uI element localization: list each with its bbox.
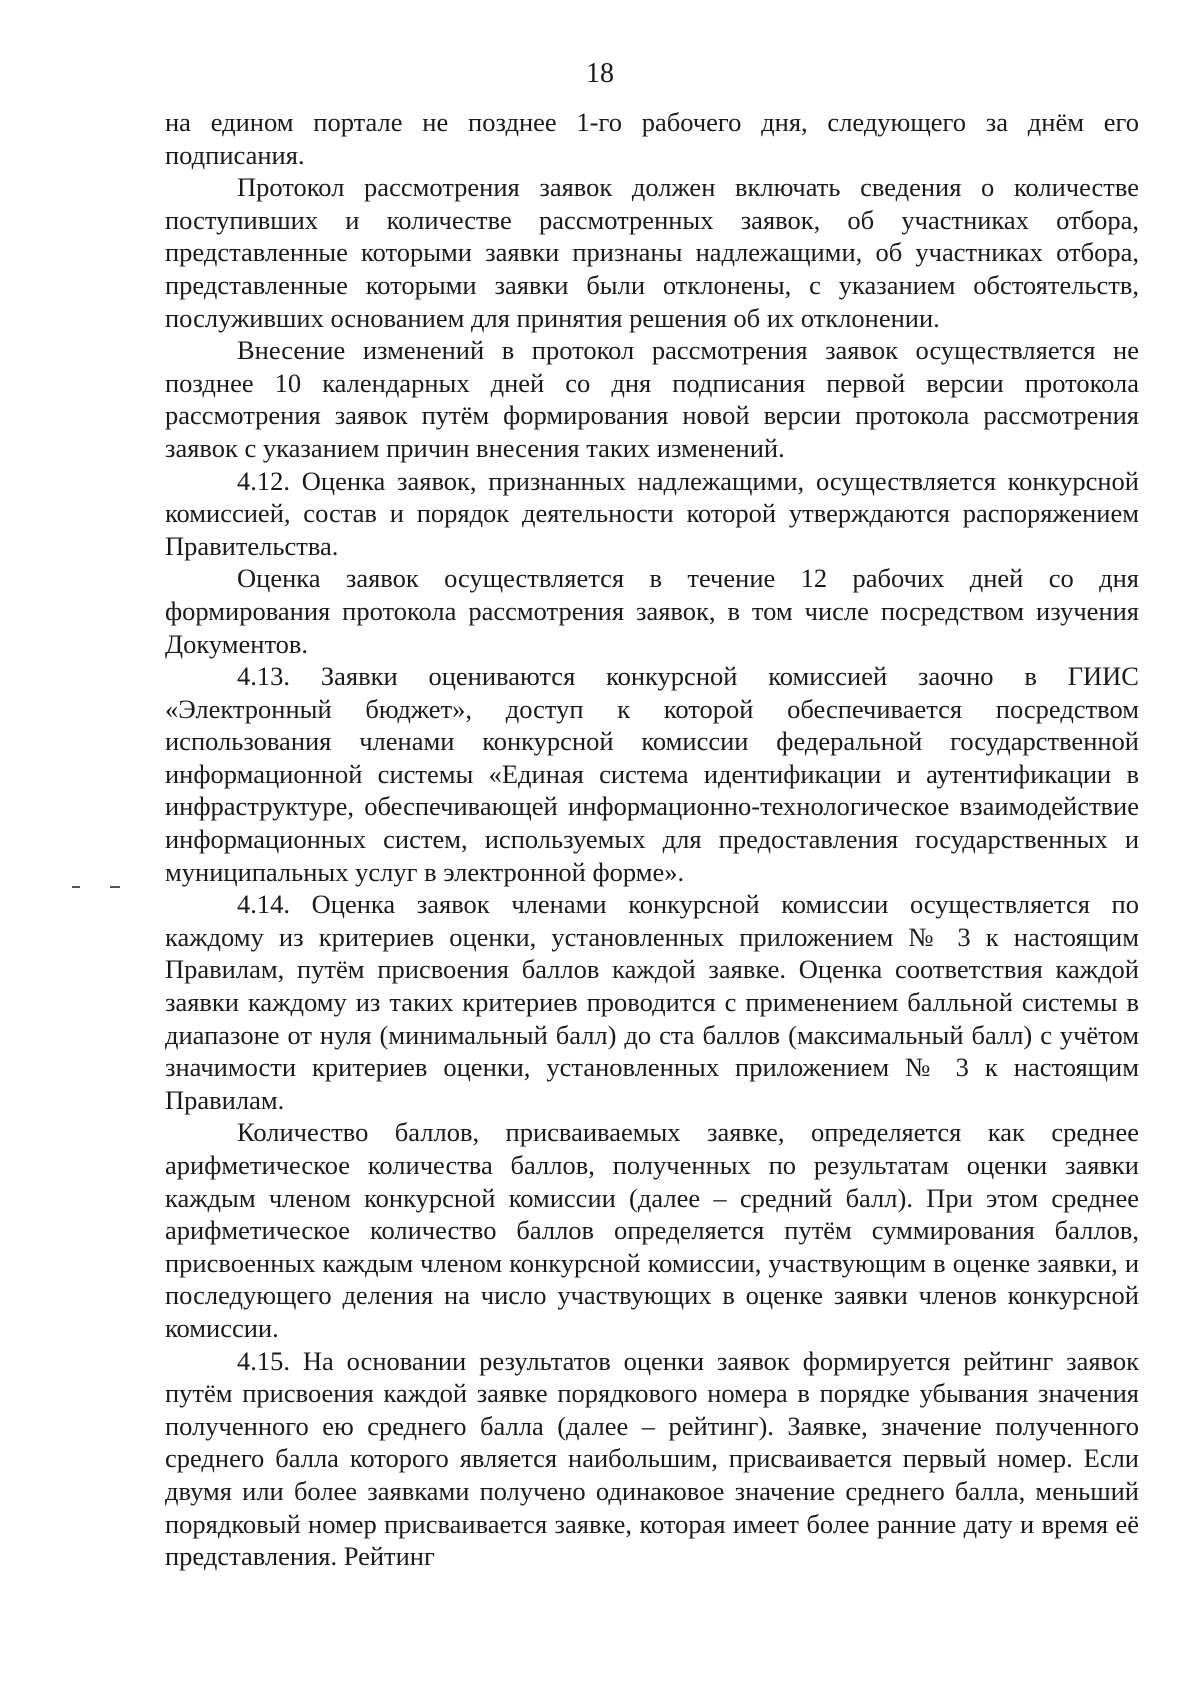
paragraph-average-score: Количество баллов, присваиваемых заявке, определяется как среднее арифметическое количества баллов, полученных по результатам оценки заявки каждым членом конкурсной комиссии (далее – средний балл). При этом среднее арифметическое количество баллов определяется путём суммирования баллов, присвоенных каждым членом конкурсной комиссии, участвующим в оценке заявки, и последующего деления на число участвующих в оценке заявки членов конкурсной комиссии. [165,1117,1139,1343]
paragraph-evaluation-period: Оценка заявок осуществляется в течение 12 рабочих дней со дня формирования протокола рассмотрения заявок, в том числе посредством изучения Документов. [165,563,1139,659]
paragraph-4-15: 4.15. На основании результатов оценки заявок формируется рейтинг заявок путём присвоения каждой заявке порядкового номера в порядке убывания значения полученного ею среднего балла (далее – рейтинг). Заявке, значение полученного среднего балла которого является наибольшим, присваивается первый номер. Если двумя или более заявками получено одинаковое значение среднего балла, меньший порядковый номер присваивается заявке, которая имеет более ранние дату и время её представления. Рейтинг [165,1345,1139,1572]
paragraph-protocol-amendments: Внесение изменений в протокол рассмотрения заявок осуществляется не позднее 10 календарных дней со дня подписания первой версии протокола рассмотрения заявок путём формирования новой версии протокола рассмотрения заявок с указанием причин внесения таких изменений. [165,335,1139,463]
paragraph-4-14: 4.14. Оценка заявок членами конкурсной комиссии осуществляется по каждому из критериев оценки, установленных приложением № 3 к настоящим Правилам, путём присвоения баллов каждой заявке. Оценка соответствия каждой заявки каждому из таких критериев проводится с применением балльной системы в диапазоне от нуля (минимальный балл) до ста баллов (максимальный балл) с учётом значимости критериев оценки, установленных приложением № 3 к настоящим Правилам. [165,889,1139,1115]
paragraph-portal-publication: на едином портале не позднее 1-го рабочего дня, следующего за днём его подписания. [165,107,1139,170]
scan-mark [72,886,80,888]
page-number: 18 [586,58,614,89]
scan-mark [110,886,120,888]
paragraph-protocol-contents: Протокол рассмотрения заявок должен включать сведения о количестве поступивших и количестве рассмотренных заявок, об участниках отбора, представленные которыми заявки признаны надлежащими, об участниках отбора, представленные которыми заявки были отклонены, с указанием обстоятельств, послуживших основанием для принятия решения об их отклонении. [165,172,1139,333]
document-body [165,106,1139,1573]
paragraph-4-12: 4.12. Оценка заявок, признанных надлежащими, осуществляется конкурсной комиссией, состав и порядок деятельности которой утверждаются распоряжением Правительства. [165,465,1139,561]
paragraph-4-13: 4.13. Заявки оцениваются конкурсной комиссией заочно в ГИИС «Электронный бюджет», доступ к которой обеспечивается посредством использования членами конкурсной комиссии федеральной государственной информационной системы «Единая система идентификации и аутентификации в инфраструктуре, обеспечивающей информационно-технологическое взаимодействие информационных систем, используемых для предоставления государственных и муниципальных услуг в электронной форме». [165,661,1139,887]
